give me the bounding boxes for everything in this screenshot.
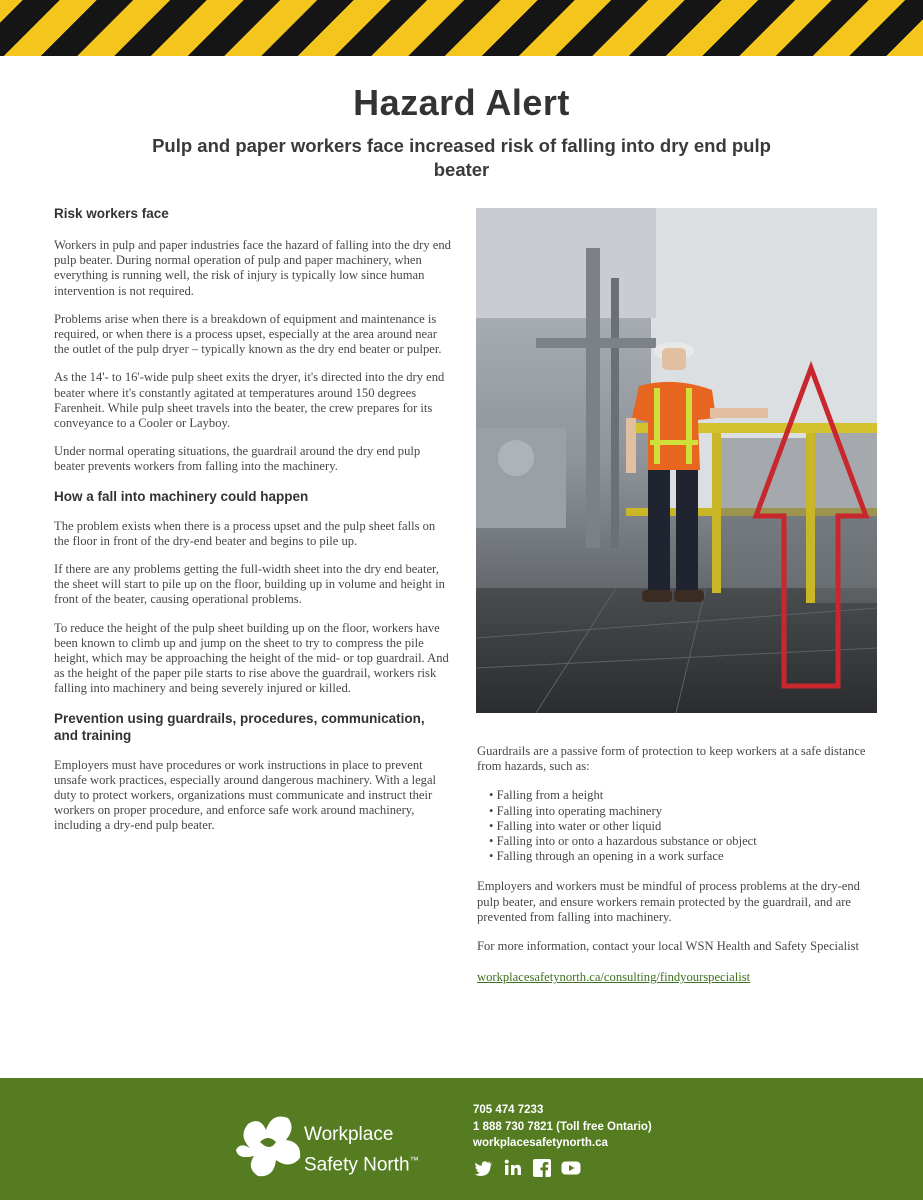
list-item: • Falling into or onto a hazardous substance or object — [489, 834, 877, 849]
paragraph-guardrails-passive: Guardrails are a passive form of protection to keep workers at a safe distance from hazards, such as: — [477, 744, 866, 774]
youtube-icon[interactable] — [560, 1157, 582, 1179]
phone-number: 705 474 7233 — [473, 1104, 544, 1116]
twitter-icon[interactable] — [473, 1157, 495, 1179]
paragraph-more-information: For more information, contact your local WSN Health and Safety Specialist — [477, 939, 860, 954]
linkedin-icon[interactable] — [502, 1157, 524, 1179]
hazard-bullet-list — [489, 788, 877, 864]
social-links — [473, 1156, 582, 1180]
logo-text-line2 — [304, 1149, 419, 1176]
worker-photo — [476, 208, 877, 713]
right-column — [477, 744, 877, 986]
toll-free-number: 1 888 730 7821 (Toll free Ontario) — [473, 1121, 652, 1133]
paragraph-employers-mindful: Employers and workers must be mindful of process problems at the dry-end pulp beater, and ensure workers remain protected by the guardrail, and are prevented from falling into machinery. — [477, 879, 860, 924]
page-subtitle: Pulp and paper workers face increased risk of falling into dry end pulp beater — [152, 135, 771, 180]
heading-risk-workers-face: Risk workers face — [54, 206, 169, 221]
paragraph-problem-exists: The problem exists when there is a process upset and the pulp sheet falls on the floor in front of the dry-end beater and begins to pile up. — [54, 518, 436, 548]
left-column — [54, 205, 452, 834]
footer-bar — [0, 1078, 923, 1200]
heading-prevention: Prevention using guardrails, procedures, communication, and training — [54, 710, 425, 743]
page-title: Hazard Alert — [353, 82, 570, 123]
paragraph-pulp-sheet: As the 14'- to 16'-wide pulp sheet exits the dryer, it's directed into the dry end beater where it's constantly agitated at temperatures around 150 degrees Farenheit. While pulp sheet travels into the beater, the crew prepares for its conveyance to a Cooler or Layboy. — [54, 370, 445, 431]
paragraph-pile-up: If there are any problems getting the full-width sheet into the dry end beater, the sheet will start to pile up on the floor, building up in volume and height in front of the beater, causing operational problems. — [54, 562, 445, 607]
paragraph-risk-intro: Workers in pulp and paper industries face the hazard of falling into the dry end pulp beater. During normal operation of pulp and paper machinery, when everything is running well, the risk of injury is typically low since human intervention is not required. — [54, 238, 451, 298]
heading-how-fall-happens: How a fall into machinery could happen — [54, 488, 309, 504]
find-specialist-link[interactable]: workplacesafetynorth.ca/consulting/findyourspecialist — [477, 970, 751, 985]
trademark-symbol: ™ — [409, 1155, 419, 1165]
logo-text-line1: Workplace — [304, 1124, 394, 1145]
logo-text-safety-north: Safety North — [304, 1154, 410, 1176]
facebook-icon[interactable] — [531, 1157, 553, 1179]
worker-guardrail-illustration — [476, 208, 877, 713]
list-item: • Falling from a height — [489, 788, 877, 803]
paragraph-problems-arise: Problems arise when there is a breakdown of equipment and maintenance is required, or when there is a process upset, especially at the area around near the outlet of the pulp dryer – typically known as the dry end beater or pulper. — [54, 311, 442, 357]
list-item: • Falling into water or other liquid — [489, 819, 877, 834]
list-item: • Falling through an opening in a work surface — [489, 849, 877, 864]
paragraph-normal-operation: Under normal operating situations, the guardrail around the dry end pulp beater prevents workers from falling into the machinery. — [54, 444, 421, 474]
list-item: • Falling into operating machinery — [489, 804, 877, 819]
paragraph-employer-procedures: Employers must have procedures or work instructions in place to prevent unsafe work practices, especially around dangerous machinery. With a legal duty to protect workers, organizations must communicate and instruct their workers on proper procedure, and enforce safe work around machinery, including a dry-end pulp beater. — [54, 757, 437, 833]
website-url: workplacesafetynorth.ca — [473, 1137, 608, 1149]
hazard-stripe-banner — [0, 0, 923, 56]
paragraph-reduce-height: To reduce the height of the pulp sheet building up on the floor, workers have been known to climb up and jump on the sheet to try to compress the pile height, which may be approaching the height of the mid- or top guardrail. And as the height of the paper pile starts to rise above the guardrail, workers risk falling into machinery and being severely injured or killed. — [54, 620, 449, 696]
